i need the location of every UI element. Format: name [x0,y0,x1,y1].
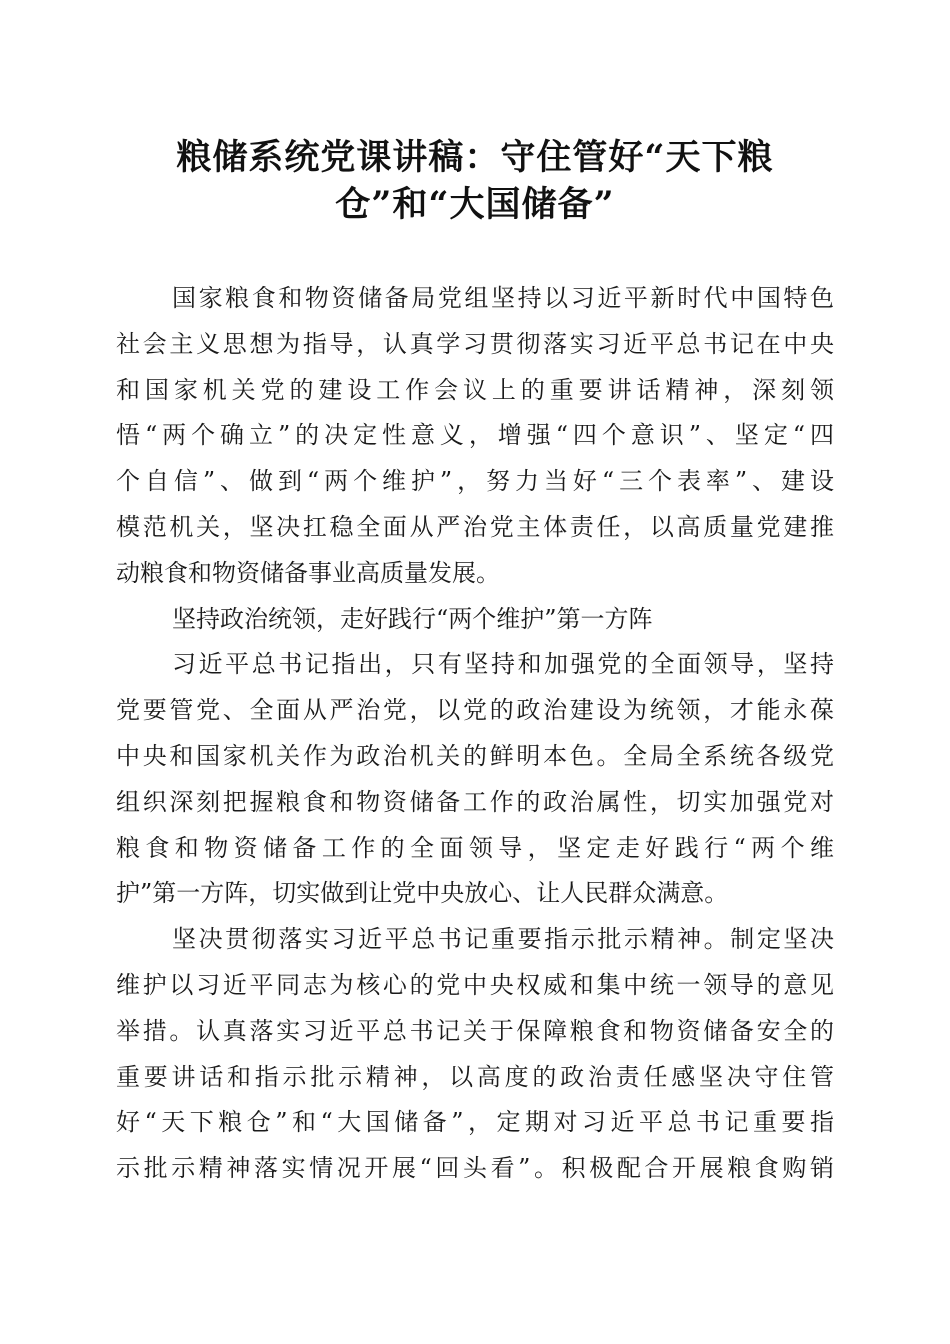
text-line: 个自信”、做到“两个维护”，努力当好“三个表率”、建设 [116,467,834,496]
text-line: 党要管党、全面从严治党，以党的政治建设为统领，才能永葆 [116,696,834,725]
document-body [116,276,834,1192]
text-line: 和国家机关党的建设工作会议上的重要讲话精神，深刻领 [116,375,834,404]
text-line: 好“天下粮仓”和“大国储备”，定期对习近平总书记重要指 [116,1108,834,1137]
paragraph-political-leadership [116,642,834,917]
text-line: 护”第一方阵，切实做到让党中央放心、让人民群众满意。 [116,879,729,908]
text-line: 举措。认真落实习近平总书记关于保障粮食和物资储备安全的 [116,1016,834,1045]
section-heading [116,597,834,643]
text-line: 坚决贯彻落实习近平总书记重要指示批示精神。制定坚决 [172,925,834,954]
text-line: 重要讲话和指示批示精神，以高度的政治责任感坚决守住管 [116,1062,834,1091]
text-line: 坚持政治统领，走好践行“两个维护”第一方阵 [172,604,653,633]
text-line: 维护以习近平同志为核心的党中央权威和集中统一领导的意见 [116,970,834,999]
title-line-1: 粮储系统党课讲稿：守住管好“天下粮 [176,137,774,178]
text-line: 中央和国家机关作为政治机关的鲜明本色。全局全系统各级党 [116,741,834,770]
text-line: 粮食和物资储备工作的全面领导，坚定走好践行“两个维 [116,833,834,862]
text-line: 社会主义思想为指导，认真学习贯彻落实习近平总书记在中央 [116,329,834,358]
document-title [150,134,800,228]
text-line: 组织深刻把握粮食和物资储备工作的政治属性，切实加强党对 [116,787,834,816]
text-line: 国家粮食和物资储备局党组坚持以习近平新时代中国特色 [172,284,834,312]
text-line: 动粮食和物资储备事业高质量发展。 [116,558,500,587]
paragraph-intro [116,276,834,597]
text-line: 悟“两个确立”的决定性意义，增强“四个意识”、坚定“四 [116,421,834,450]
text-line: 模范机关，坚决扛稳全面从严治党主体责任，以高质量党建推 [116,512,834,541]
text-line: 示批示精神落实情况开展“回头看”。积极配合开展粮食购销 [116,1154,834,1183]
text-line: 习近平总书记指出，只有坚持和加强党的全面领导，坚持 [172,650,834,679]
paragraph-implementation [116,917,834,1192]
title-line-2: 仓”和“大国储备” [335,184,615,225]
